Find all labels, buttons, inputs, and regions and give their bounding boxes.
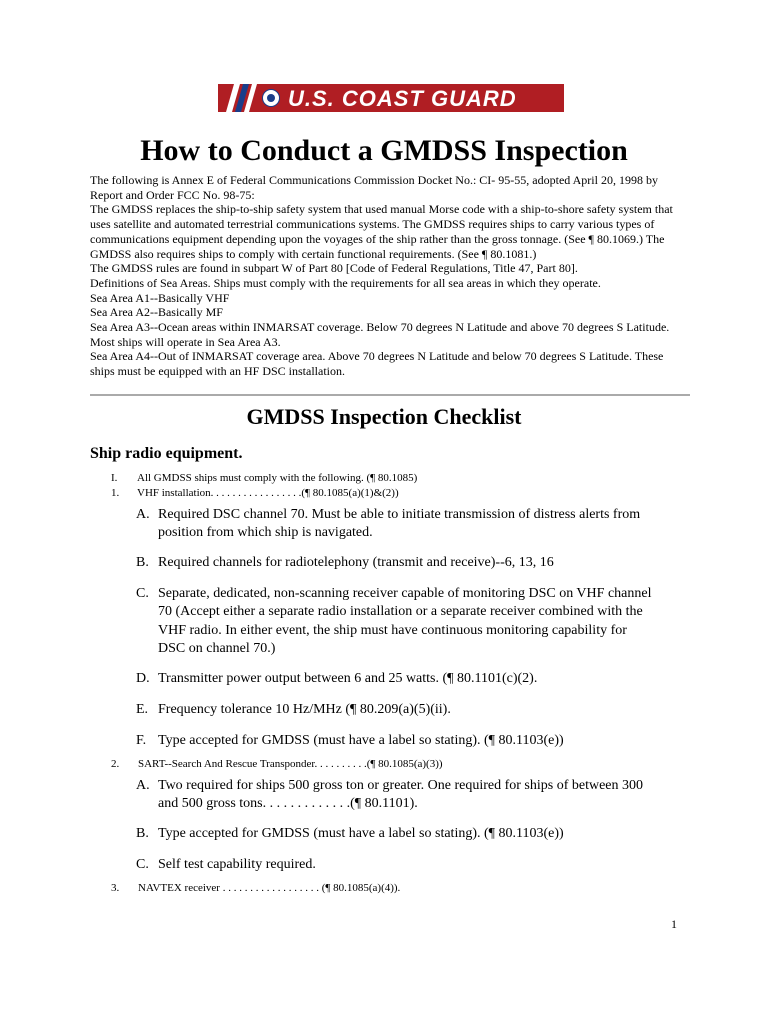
sub-item-text: Frequency tolerance 10 Hz/MHz (¶ 80.209(a)(5)(ii). xyxy=(158,702,451,717)
sub-item-text: Required channels for radiotelephony (transmit and receive)--6, 13, 16 xyxy=(158,555,554,570)
item-text: All GMDSS ships must comply with the following. (¶ 80.1085) xyxy=(137,472,418,484)
sub-item-b xyxy=(136,554,656,572)
sub-item-letter: A. xyxy=(136,507,150,522)
sub-item-b xyxy=(136,825,656,843)
list-item-sart xyxy=(111,757,443,771)
page-title: How to Conduct a GMDSS Inspection xyxy=(140,134,628,167)
sub-item-text: Required DSC channel 70. Must be able to initiate transmission of distress alerts from position from which ship is navigated. xyxy=(158,507,641,541)
racing-stripes-icon xyxy=(224,84,264,112)
item-number: 2. xyxy=(111,758,120,770)
intro-paragraph: The GMDSS rules are found in subpart W of Part 80 [Code of Federal Regulations, Title 47, Part 80]. xyxy=(90,261,578,276)
sub-item-letter: B. xyxy=(136,826,149,841)
sub-item-c xyxy=(136,856,656,874)
coast-guard-logo xyxy=(218,84,564,112)
sub-item-a xyxy=(136,777,656,814)
sub-item-f xyxy=(136,732,656,750)
sub-item-text: Separate, dedicated, non-scanning receiver capable of monitoring DSC on VHF channel 70 (Accept either a separate radio installation or a separate receiver combined with the VHF radio. In either event, the ship must have continuous monitoring capability for DSC on channel 70.) xyxy=(158,586,652,657)
sub-item-letter: C. xyxy=(136,857,149,872)
sub-item-c xyxy=(136,585,656,659)
checklist-heading: GMDSS Inspection Checklist xyxy=(246,404,522,429)
intro-paragraph: Sea Area A3--Ocean areas within INMARSAT coverage. Below 70 degrees N Latitude and above 70 degrees S Latitude. Most ships will operate in Sea Area A3. xyxy=(90,320,670,349)
sub-item-d xyxy=(136,670,656,688)
sub-item-letter: B. xyxy=(136,555,149,570)
list-item-vhf xyxy=(111,486,399,500)
sub-item-text: Type accepted for GMDSS (must have a label so stating). (¶ 80.1103(e)) xyxy=(158,826,564,841)
item-number: 1. xyxy=(111,487,120,499)
intro-paragraph: Sea Area A1--Basically VHF xyxy=(90,290,230,305)
coast-guard-emblem-icon xyxy=(262,89,280,107)
intro-paragraph: Sea Area A4--Out of INMARSAT coverage area. Above 70 degrees N Latitude and below 70 degrees S Latitude. These ships must be equipped with an HF DSC installation. xyxy=(90,349,664,379)
item-text: VHF installation. . . . . . . . . . . . . . . . .(¶ 80.1085(a)(1)&(2)) xyxy=(137,487,399,499)
sub-item-letter: A. xyxy=(136,778,150,793)
sub-item-e xyxy=(136,701,656,719)
horizontal-divider xyxy=(90,394,690,396)
sub-item-letter: E. xyxy=(136,702,149,717)
intro-text xyxy=(90,173,690,379)
sub-item-a xyxy=(136,506,656,543)
intro-paragraph: Sea Area A2--Basically MF xyxy=(90,305,223,320)
list-item-navtex xyxy=(111,881,400,895)
sub-item-letter: F. xyxy=(136,733,147,748)
section-heading: Ship radio equipment. xyxy=(90,445,243,462)
logo-text: U.S. COAST GUARD xyxy=(288,86,517,111)
intro-paragraph: The following is Annex E of Federal Communications Commission Docket No.: CI- 95-55, adopted April 20, 1998 by Report and Order FCC No. 98-75: xyxy=(90,173,658,202)
item-number: 3. xyxy=(111,882,120,894)
page-number: 1 xyxy=(671,917,677,931)
item-text: SART--Search And Rescue Transponder. . . . . . . . . .(¶ 80.1085(a)(3)) xyxy=(138,758,443,770)
item-number: I. xyxy=(111,472,118,484)
sub-item-text: Type accepted for GMDSS (must have a label so stating). (¶ 80.1103(e)) xyxy=(158,733,564,748)
sub-item-text: Self test capability required. xyxy=(158,857,316,872)
intro-paragraph: Definitions of Sea Areas. Ships must comply with the requirements for all sea areas in which they operate. xyxy=(90,275,601,290)
sub-item-text: Two required for ships 500 gross ton or greater. One required for ships of between 300 and 500 gross tons. . . . . . . . . . . . .(¶ 80.1101). xyxy=(158,778,644,812)
sub-item-text: Transmitter power output between 6 and 25 watts. (¶ 80.1101(c)(2). xyxy=(158,671,538,686)
item-text: NAVTEX receiver . . . . . . . . . . . . . . . . . . (¶ 80.1085(a)(4)). xyxy=(138,882,401,894)
intro-paragraph: The GMDSS replaces the ship-to-ship safety system that used manual Morse code with a ship-to-shore safety system that uses satellite and automated terrestrial communications systems. The GMDSS requires ships to carry various types of communications equipment depending upon the voyages of the ship rather than the gross tonnage. (See ¶ 80.1069.) The GMDSS also requires ships to comply with certain functional requirements. (See ¶ 80.1081.) xyxy=(90,202,673,261)
sub-item-letter: D. xyxy=(136,671,150,686)
sub-item-letter: C. xyxy=(136,586,149,601)
list-item-roman xyxy=(111,471,417,485)
